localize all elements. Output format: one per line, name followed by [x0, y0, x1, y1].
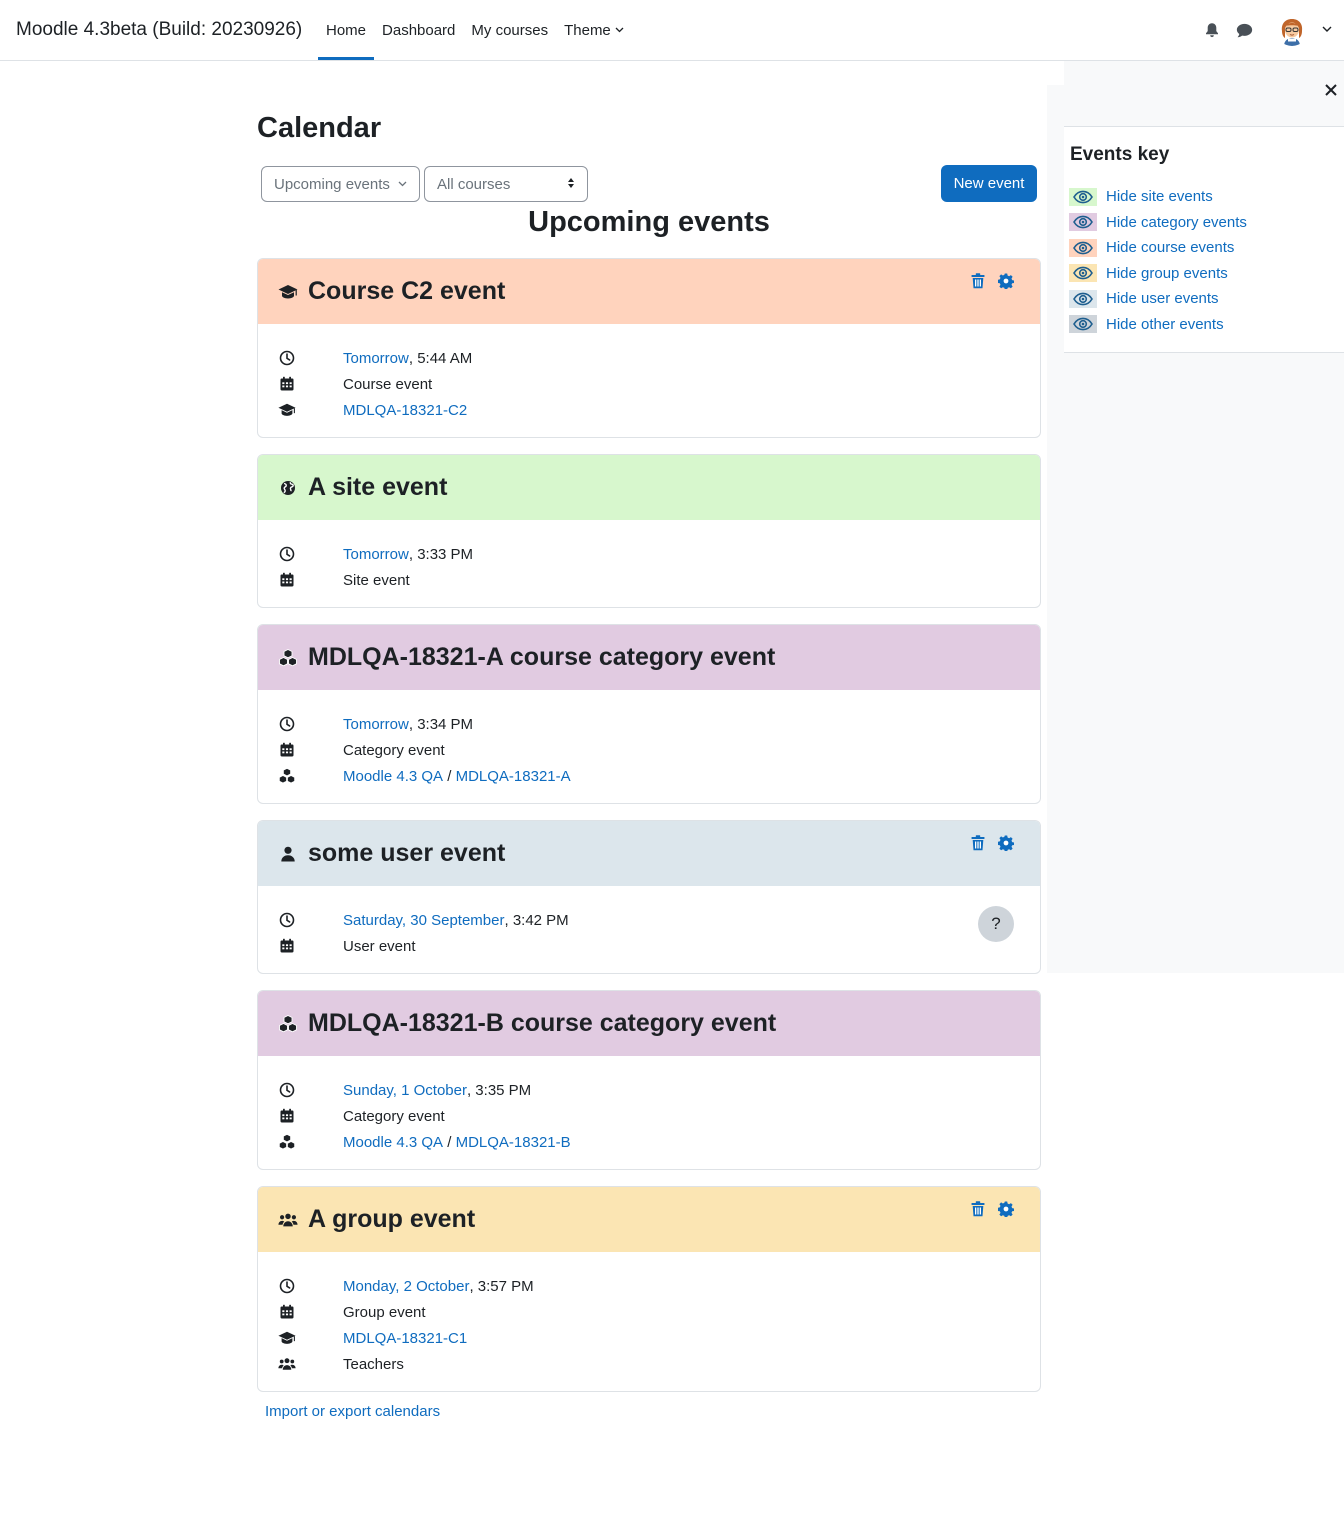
drawer-header	[1047, 61, 1344, 127]
event-type-row	[278, 1299, 1020, 1325]
globe-icon	[278, 478, 298, 498]
event-type-label: Course event	[343, 375, 433, 393]
category-link[interactable]: MDLQA-18321-A	[455, 767, 571, 785]
user-tools	[1202, 0, 1332, 60]
event-course-link[interactable]: MDLQA-18321-C1	[343, 1329, 468, 1347]
hide-site-events-link[interactable]: Hide site events	[1106, 188, 1213, 206]
event-details	[258, 886, 1040, 959]
event-time: , 5:44 AM	[408, 349, 473, 367]
event-details	[258, 324, 1040, 423]
eye-icon[interactable]	[1069, 315, 1097, 333]
cubes-icon	[278, 1133, 296, 1151]
event-type-label: Group event	[343, 1303, 426, 1321]
category-separator: /	[443, 767, 456, 785]
trash-icon[interactable]	[970, 1200, 986, 1218]
cubes-icon	[278, 648, 298, 668]
event-type-label: Category event	[343, 741, 445, 759]
cubes-icon	[278, 1014, 298, 1034]
event-course-row	[278, 397, 1020, 423]
event-time: , 3:34 PM	[408, 715, 474, 733]
nav-dashboard[interactable]: Dashboard	[382, 21, 456, 39]
event-type-row	[278, 1103, 1020, 1129]
top-navbar	[0, 0, 1344, 61]
events-key-item-site	[1069, 184, 1247, 210]
calendar-icon	[278, 571, 296, 589]
gear-icon[interactable]	[998, 272, 1014, 290]
event-header	[258, 991, 1040, 1056]
calendar-icon	[278, 1107, 296, 1125]
events-key-item-other	[1069, 312, 1247, 338]
event-header	[258, 821, 1040, 886]
users-icon	[278, 1355, 296, 1373]
nav-theme-label: Theme	[564, 21, 611, 39]
events-key-list	[1069, 184, 1247, 337]
event-title: some user event	[308, 839, 506, 867]
upcoming-events-heading: Upcoming events	[528, 206, 770, 238]
view-select[interactable]	[261, 166, 420, 202]
gear-icon[interactable]	[998, 834, 1014, 852]
nav-home[interactable]: Home	[318, 0, 374, 60]
eye-icon[interactable]	[1069, 188, 1097, 206]
new-event-button[interactable]: New event	[941, 165, 1037, 202]
event-course-row	[278, 1325, 1020, 1351]
event-time: , 3:33 PM	[408, 545, 474, 563]
event-card	[257, 820, 1041, 974]
view-select-value: Upcoming events	[274, 175, 390, 193]
category-parent-link[interactable]: Moodle 4.3 QA	[343, 767, 444, 785]
event-actions	[970, 1200, 1014, 1218]
event-type-label: Site event	[343, 571, 410, 589]
event-time: , 3:35 PM	[466, 1081, 532, 1099]
event-title: MDLQA-18321-A course category event	[308, 643, 776, 671]
course-select[interactable]	[424, 166, 588, 202]
event-type-row	[278, 933, 1020, 959]
event-actions	[970, 834, 1014, 852]
site-brand[interactable]: Moodle 4.3beta (Build: 20230926)	[16, 19, 303, 40]
primary-navigation	[318, 0, 632, 60]
event-date-link[interactable]: Tomorrow	[343, 349, 409, 367]
close-icon[interactable]	[1322, 81, 1340, 99]
sort-arrows-icon	[567, 177, 575, 192]
event-card	[257, 454, 1041, 608]
eye-icon[interactable]	[1069, 213, 1097, 231]
event-date-row	[278, 907, 1020, 933]
event-details	[258, 520, 1040, 593]
event-details	[258, 1056, 1040, 1155]
cubes-icon	[278, 767, 296, 785]
user-menu-chevron-icon[interactable]	[1322, 24, 1332, 36]
events-key-title: Events key	[1070, 144, 1170, 165]
event-category-row	[278, 763, 1020, 789]
event-date-row	[278, 1273, 1020, 1299]
event-group-row	[278, 1351, 1020, 1377]
calendar-icon	[278, 1303, 296, 1321]
graduation-cap-icon	[278, 1329, 296, 1347]
events-key-item-category	[1069, 210, 1247, 236]
event-header	[258, 1187, 1040, 1252]
hide-course-events-link[interactable]: Hide course events	[1106, 239, 1235, 257]
event-card	[257, 990, 1041, 1170]
graduation-cap-icon	[278, 282, 298, 302]
category-link[interactable]: MDLQA-18321-B	[455, 1133, 571, 1151]
clock-icon	[278, 349, 296, 367]
eye-icon[interactable]	[1069, 290, 1097, 308]
nav-my-courses[interactable]: My courses	[471, 21, 549, 39]
event-date-link[interactable]: Monday, 2 October	[343, 1277, 470, 1295]
calendar-icon	[278, 741, 296, 759]
event-title: A group event	[308, 1205, 476, 1233]
users-icon	[278, 1210, 298, 1230]
calendar-icon	[278, 937, 296, 955]
event-type-label: Category event	[343, 1107, 445, 1125]
event-type-row	[278, 737, 1020, 763]
clock-icon	[278, 715, 296, 733]
chevron-down-icon	[398, 179, 407, 190]
event-header	[258, 259, 1040, 324]
help-button[interactable]: ?	[978, 906, 1014, 942]
right-drawer	[1047, 61, 1344, 973]
hide-user-events-link[interactable]: Hide user events	[1106, 290, 1219, 308]
graduation-cap-icon	[278, 401, 296, 419]
events-key-item-group	[1069, 261, 1247, 287]
event-type-row	[278, 371, 1020, 397]
category-parent-link[interactable]: Moodle 4.3 QA	[343, 1133, 444, 1151]
event-title: A site event	[308, 473, 448, 501]
course-select-value: All courses	[437, 175, 511, 193]
event-time: , 3:57 PM	[469, 1277, 534, 1295]
event-details	[258, 1252, 1040, 1377]
clock-icon	[278, 1277, 296, 1295]
event-group-label: Teachers	[343, 1355, 404, 1373]
events-key-block	[1064, 126, 1344, 353]
drawer-notch	[1047, 61, 1064, 85]
chat-icon[interactable]	[1234, 20, 1254, 40]
hide-category-events-link[interactable]: Hide category events	[1106, 213, 1247, 231]
event-title: MDLQA-18321-B course category event	[308, 1009, 777, 1037]
event-actions	[970, 272, 1014, 290]
hide-group-events-link[interactable]: Hide group events	[1106, 264, 1228, 282]
event-date-link[interactable]: Tomorrow	[343, 715, 409, 733]
chevron-down-icon	[615, 25, 624, 36]
event-title: Course C2 event	[308, 277, 506, 305]
avatar[interactable]	[1276, 14, 1308, 46]
event-details	[258, 690, 1040, 789]
event-date-link[interactable]: Sunday, 1 October	[343, 1081, 467, 1099]
event-header	[258, 625, 1040, 690]
clock-icon	[278, 911, 296, 929]
clock-icon	[278, 545, 296, 563]
user-icon	[278, 844, 298, 864]
calendar-icon	[278, 375, 296, 393]
eye-icon[interactable]	[1069, 264, 1097, 282]
event-date-row	[278, 345, 1020, 371]
event-type-label: User event	[343, 937, 416, 955]
event-card	[257, 1186, 1041, 1392]
event-course-link[interactable]: MDLQA-18321-C2	[343, 401, 468, 419]
event-type-row	[278, 567, 1020, 593]
event-category-row	[278, 1129, 1020, 1155]
events-key-item-user	[1069, 286, 1247, 312]
gear-icon[interactable]	[998, 1200, 1014, 1218]
bell-icon[interactable]	[1202, 20, 1222, 40]
event-date-row	[278, 541, 1020, 567]
event-time: , 3:42 PM	[504, 911, 569, 929]
import-export-link[interactable]: Import or export calendars	[265, 1403, 441, 1420]
event-date-row	[278, 1077, 1020, 1103]
trash-icon[interactable]	[970, 272, 986, 290]
event-card	[257, 258, 1041, 438]
event-date-link[interactable]: Tomorrow	[343, 545, 409, 563]
clock-icon	[278, 1081, 296, 1099]
events-key-item-course	[1069, 235, 1247, 261]
hide-other-events-link[interactable]: Hide other events	[1106, 315, 1224, 333]
event-header	[258, 455, 1040, 520]
event-card	[257, 624, 1041, 804]
page-title: Calendar	[257, 112, 382, 144]
category-separator: /	[443, 1133, 456, 1151]
trash-icon[interactable]	[970, 834, 986, 852]
eye-icon[interactable]	[1069, 239, 1097, 257]
event-date-row	[278, 711, 1020, 737]
nav-theme[interactable]	[556, 0, 632, 60]
event-date-link[interactable]: Saturday, 30 September	[343, 911, 505, 929]
